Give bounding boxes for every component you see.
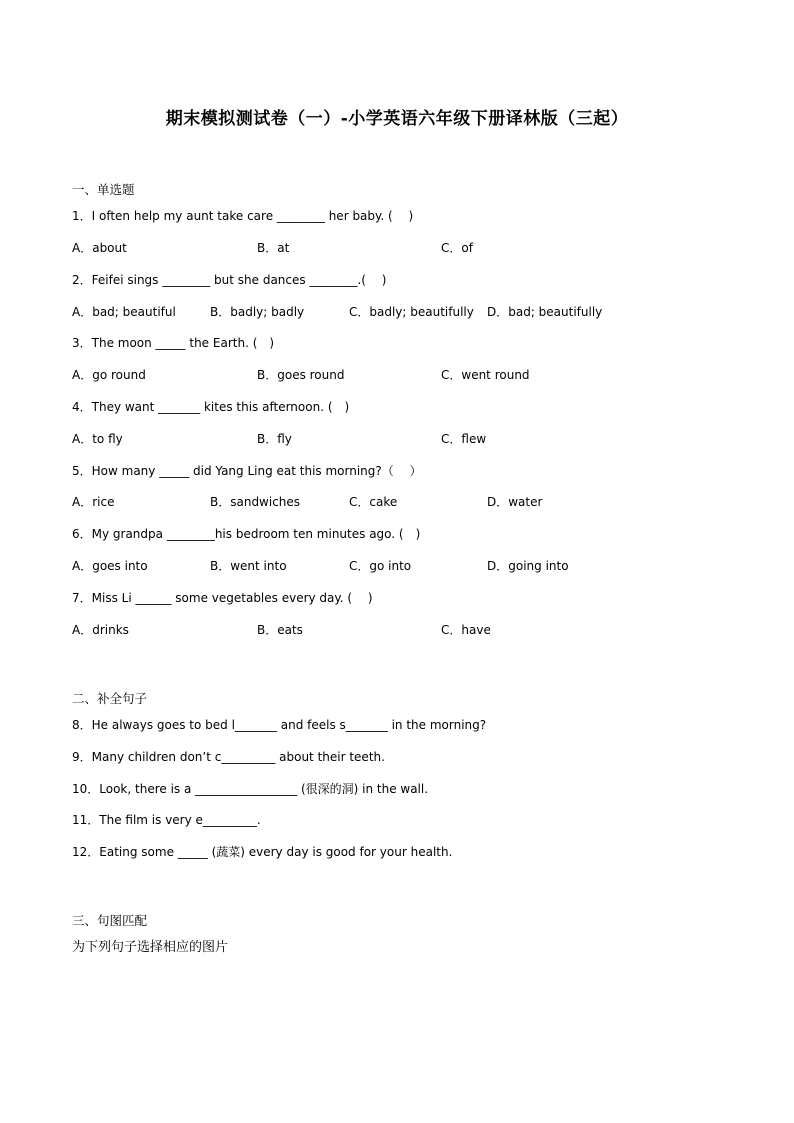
q5-option-b: B．sandwiches xyxy=(210,495,301,509)
section-instruction: 为下列句子选择相应的图片 xyxy=(72,940,229,955)
question-4: 4．They want _______ kites this afternoon. ( ) xyxy=(72,400,350,414)
q2-option-c: C．badly; beautifully xyxy=(349,305,474,319)
question-3: 3．The moon _____ the Earth. ( ) xyxy=(72,336,275,350)
question-10: 10．Look, there is a _________________ (很深的洞) in the wall. xyxy=(72,782,429,796)
q6-option-c: C．go into xyxy=(349,559,412,573)
question-8: 8．He always goes to bed l_______ and feels s_______ in the morning? xyxy=(72,718,487,732)
question-12: 12．Eating some _____ (蔬菜) every day is good for your health. xyxy=(72,845,453,859)
q3-option-a: A．go round xyxy=(72,368,146,382)
q5-option-a: A．rice xyxy=(72,495,115,509)
section-heading-single-choice: 一、单选题 xyxy=(72,182,135,197)
page-title: 期末模拟测试卷（一）-小学英语六年级下册译林版（三起） xyxy=(165,109,629,129)
q7-option-a: A．drinks xyxy=(72,623,129,637)
q7-option-b: B．eats xyxy=(257,623,303,637)
q4-option-c: C．flew xyxy=(441,432,487,446)
q4-option-a: A．to fly xyxy=(72,432,123,446)
q2-option-a: A．bad; beautiful xyxy=(72,305,176,319)
question-11: 11．The film is very e_________. xyxy=(72,813,261,827)
q1-option-a: A．about xyxy=(72,241,127,255)
question-2: 2．Feifei sings ________ but she dances ________.( ) xyxy=(72,273,387,287)
section-heading-complete-sentences: 二、补全句子 xyxy=(72,691,148,706)
section-heading-sentence-picture-match: 三、句图匹配 xyxy=(72,913,148,928)
q5-option-d: D．water xyxy=(487,495,543,509)
q1-option-b: B．at xyxy=(257,241,290,255)
q5-option-c: C．cake xyxy=(349,495,398,509)
q3-option-c: C．went round xyxy=(441,368,530,382)
question-9: 9．Many children don’t c_________ about their teeth. xyxy=(72,750,385,764)
q7-option-c: C．have xyxy=(441,623,491,637)
q6-option-b: B．went into xyxy=(210,559,287,573)
q3-option-b: B．goes round xyxy=(257,368,345,382)
q4-option-b: B．fly xyxy=(257,432,292,446)
question-5: 5．How many _____ did Yang Ling eat this morning?（ ） xyxy=(72,464,422,478)
question-6: 6．My grandpa ________his bedroom ten minutes ago. ( ) xyxy=(72,527,421,541)
q6-option-a: A．goes into xyxy=(72,559,148,573)
question-1: 1．I often help my aunt take care ________ her baby. ( ) xyxy=(72,209,414,223)
q1-option-c: C．of xyxy=(441,241,473,255)
q2-option-b: B．badly; badly xyxy=(210,305,305,319)
q2-option-d: D．bad; beautifully xyxy=(487,305,603,319)
question-7: 7．Miss Li ______ some vegetables every day. ( ) xyxy=(72,591,373,605)
q6-option-d: D．going into xyxy=(487,559,569,573)
